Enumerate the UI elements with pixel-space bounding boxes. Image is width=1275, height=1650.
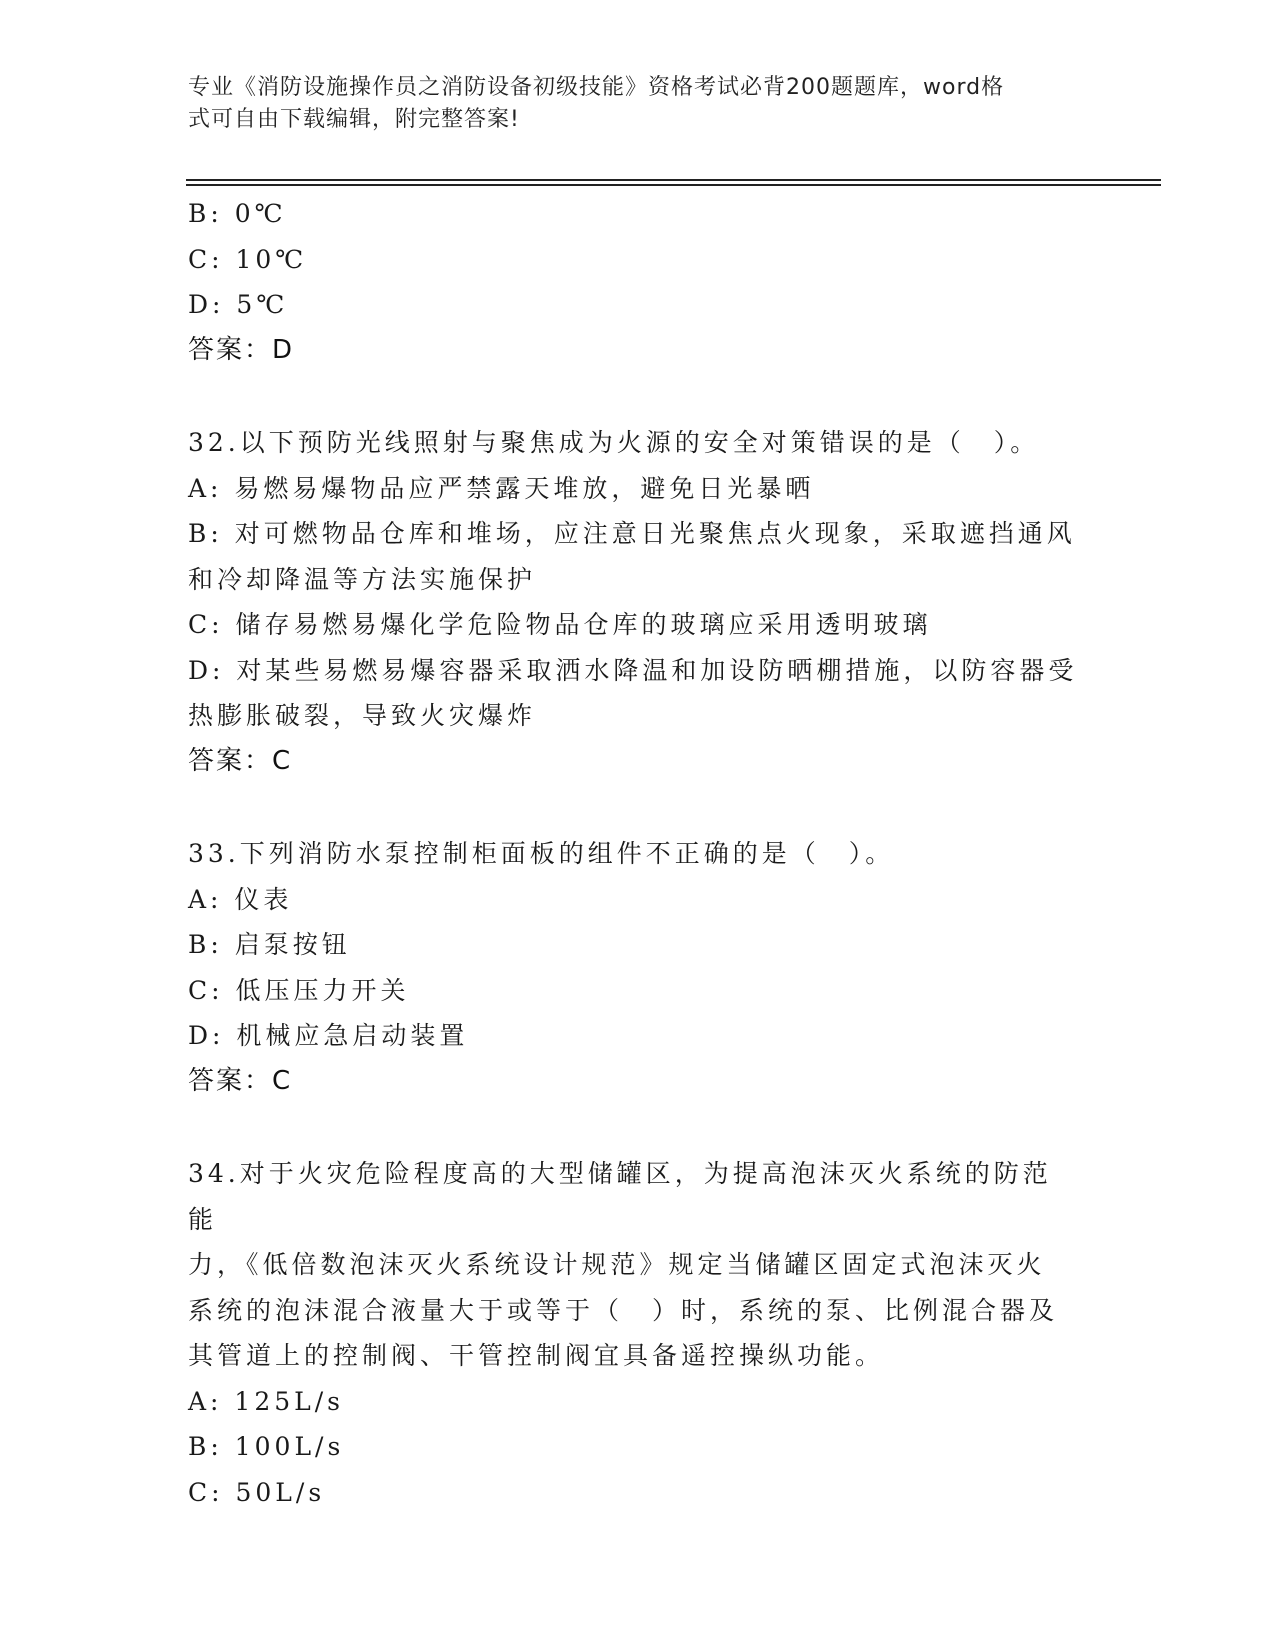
question-stem-line-4: 其管道上的控制阀、干管控制阀宜具备遥控操纵功能。	[188, 1341, 885, 1370]
header-line-2: 式可自由下载编辑，附完整答案!	[188, 107, 520, 132]
spacer	[188, 784, 1078, 831]
option-d-line-2: 热膨胀破裂，导致火灾爆炸	[188, 701, 537, 730]
option-c: C: 50L/s	[188, 1477, 326, 1507]
question-34	[188, 1151, 1078, 1515]
question-stem: 33.下列消防水泵控制柜面板的组件不正确的是（ ）。	[188, 839, 895, 868]
spacer	[188, 373, 1078, 420]
question-stem: 32.以下预防光线照射与聚焦成为火源的安全对策错误的是（ ）。	[188, 428, 1040, 457]
question-stem-line-2: 力，《低倍数泡沫灭火系统设计规范》规定当储罐区固定式泡沫灭火	[188, 1250, 1046, 1279]
header-rule-bottom	[186, 184, 1161, 186]
page-header	[188, 72, 1068, 136]
option-d: D: 5℃	[188, 290, 289, 319]
option-b: B: 0℃	[188, 199, 287, 228]
option-c: C: 低压压力开关	[188, 975, 410, 1005]
option-b: B: 启泵按钮	[188, 930, 351, 959]
option-c: C: 储存易燃易爆化学危险物品仓库的玻璃应采用透明玻璃	[188, 610, 932, 639]
question-stem-line-3: 系统的泡沫混合液量大于或等于（ ）时，系统的泵、比例混合器及	[188, 1295, 1059, 1325]
option-c: C: 10℃	[188, 244, 308, 274]
option-d: D: 机械应急启动装置	[188, 1021, 469, 1050]
answer-label: 答案：C	[188, 745, 293, 776]
option-d-line-1: D: 对某些易燃易爆容器采取洒水降温和加设防晒棚措施，以防容器受	[188, 655, 1078, 685]
option-b: B: 100L/s	[188, 1432, 345, 1461]
question-32	[188, 420, 1078, 784]
answer-label: 答案：C	[188, 1065, 293, 1096]
question-31-tail	[188, 191, 1078, 373]
header-line-1: 专业《消防设施操作员之消防设备初级技能》资格考试必背200题题库，word格	[188, 75, 1005, 100]
option-b-line-2: 和冷却降温等方法实施保护	[188, 564, 537, 594]
question-content	[188, 191, 1078, 1515]
option-b-line-1: B: 对可燃物品仓库和堆场，应注意日光聚焦点火现象，采取遮挡通风	[188, 519, 1076, 548]
option-a: A: 仪表	[188, 884, 293, 914]
option-a: A: 125L/s	[188, 1386, 344, 1416]
option-a: A: 易燃易爆物品应严禁露天堆放，避免日光暴晒	[188, 473, 815, 503]
header-rule-top	[186, 179, 1161, 181]
question-stem-line-1: 34.对于火灾危险程度高的大型储罐区，为提高泡沫灭火系统的防范能	[188, 1159, 1052, 1234]
question-33	[188, 831, 1078, 1104]
answer-label: 答案：D	[188, 334, 295, 365]
spacer	[188, 1104, 1078, 1151]
